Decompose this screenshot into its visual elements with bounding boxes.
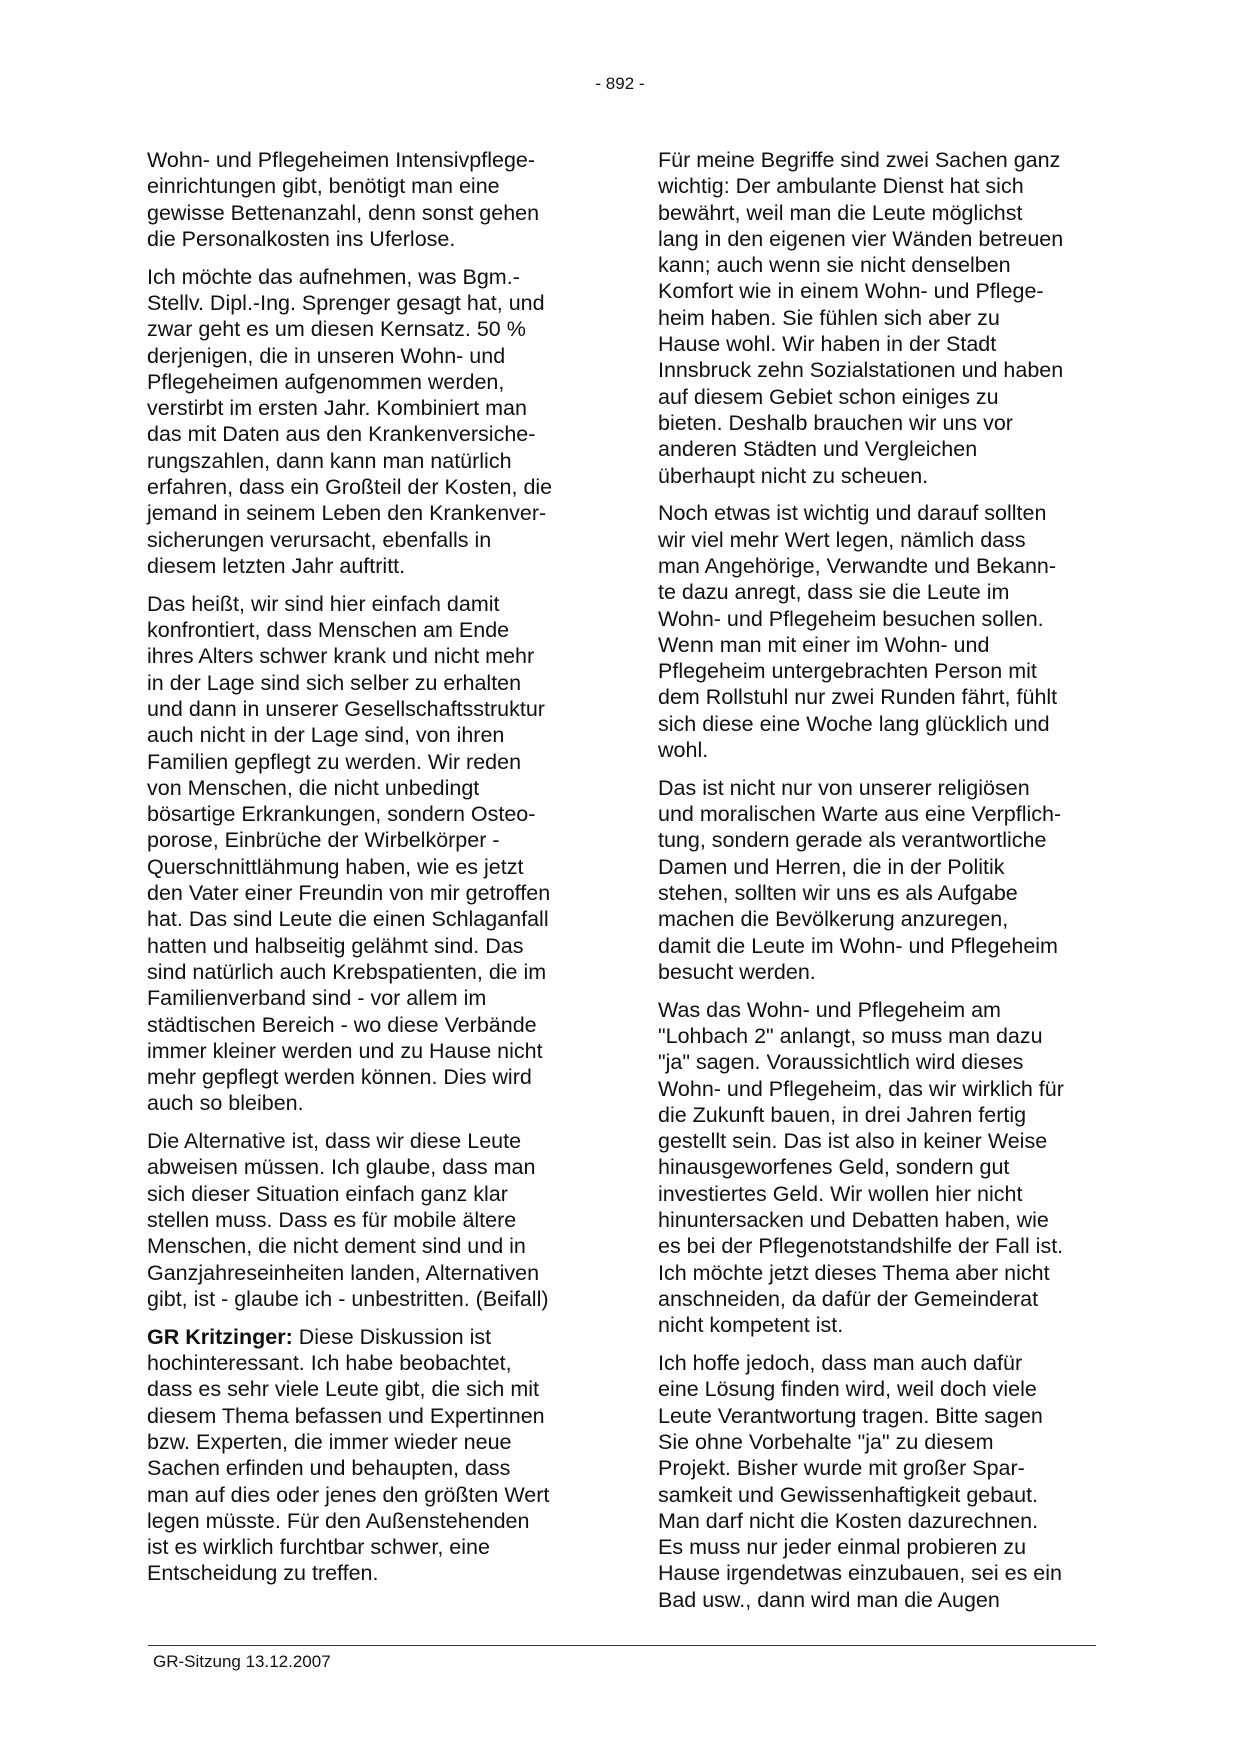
text-line: wichtig: Der ambulante Dienst hat sich <box>658 174 1024 199</box>
paragraph <box>658 775 1108 985</box>
paragraph <box>658 997 1108 1339</box>
text-line: eine Lösung finden wird, weil doch viele <box>658 1377 1037 1402</box>
paragraph <box>147 1324 595 1587</box>
text-line: Innsbruck zehn Sozialstationen und haben <box>658 358 1064 383</box>
text-line: "Lohbach 2" anlangt, so muss man dazu <box>658 1024 1043 1048</box>
paragraph <box>147 264 595 580</box>
text-line: stehen, sollten wir uns es als Aufgabe <box>658 881 1018 906</box>
text-line: verstirbt im ersten Jahr. Kombiniert man <box>147 396 527 421</box>
text-line: hinausgeworfenes Geld, sondern gut <box>658 1155 1010 1180</box>
paragraph <box>658 500 1108 763</box>
paragraph <box>658 147 1108 489</box>
text-line: die Personalkosten ins Uferlose. <box>147 226 456 251</box>
text-line: Bad usw., dann wird man die Augen <box>658 1587 1000 1612</box>
text-line: zwar geht es um diesen Kernsatz. 50 % <box>147 317 526 342</box>
text-line: Ich möchte das aufnehmen, was Bgm.- <box>147 264 520 289</box>
text-line: Hause irgendetwas einzubauen, sei es ein <box>658 1561 1062 1586</box>
text-line: machen die Bevölkerung anzuregen, <box>658 907 1009 932</box>
text-line: Was das Wohn- und Pflegeheim am <box>658 997 1001 1022</box>
text-line: auch nicht in der Lage sind, von ihren <box>147 723 505 748</box>
text-line: bösartige Erkrankungen, sondern Osteo- <box>147 802 536 827</box>
footer-session-date: GR-Sitzung 13.12.2007 <box>153 1652 331 1671</box>
text-line: Pflegeheim untergebrachten Person mit <box>658 659 1037 684</box>
page-number: - 892 - <box>595 74 645 93</box>
text-line: besucht werden. <box>658 959 816 984</box>
text-line: gibt, ist - glaube ich - unbestritten. (Beifall) <box>147 1286 549 1311</box>
text-line: konfrontiert, dass Menschen am Ende <box>147 618 510 643</box>
paragraph <box>147 591 595 1117</box>
text-line: und moralischen Warte aus eine Verpflich- <box>658 802 1062 827</box>
text-line: Man darf nicht die Kosten dazurechnen. <box>658 1508 1039 1533</box>
text-line <box>147 1324 595 1350</box>
text-line: hochinteressant. Ich habe beobachtet, <box>147 1351 512 1376</box>
text-line: legen müsste. Für den Außenstehenden <box>147 1508 530 1533</box>
text-line: hinuntersacken und Debatten haben, wie <box>658 1208 1049 1233</box>
text-line: Stellv. Dipl.-Ing. Sprenger gesagt hat, und <box>147 290 545 315</box>
paragraph <box>658 1350 1108 1613</box>
text-line: bieten. Deshalb brauchen wir uns vor <box>658 410 1013 435</box>
text-line: sicherungen verursacht, ebenfalls in <box>147 527 492 552</box>
text-line: Ich möchte jetzt dieses Thema aber nicht <box>658 1260 1050 1285</box>
text-line: bewährt, weil man die Leute möglichst <box>658 200 1023 225</box>
text-line: man auf dies oder jenes den größten Wert <box>147 1482 550 1507</box>
text-line: Familien gepflegt zu werden. Wir reden <box>147 749 522 774</box>
text-line: kann; auch wenn sie nicht denselben <box>658 253 1011 278</box>
text-line: Sie ohne Vorbehalte "ja" zu diesem <box>658 1429 994 1454</box>
text-line: Für meine Begriffe sind zwei Sachen ganz <box>658 148 1061 172</box>
text-line: sich dieser Situation einfach ganz klar <box>147 1181 508 1206</box>
paragraph <box>147 147 595 252</box>
text-line: Es muss nur jeder einmal probieren zu <box>658 1535 1027 1560</box>
text-line: Wohn- und Pflegeheimen Intensivpflege- <box>147 148 536 172</box>
text-line: mehr gepflegt werden können. Dies wird <box>147 1065 532 1090</box>
text-line: einrichtungen gibt, benötigt man eine <box>147 174 500 199</box>
text-line: tung, sondern gerade als verantwortliche <box>658 828 1047 853</box>
text-line: wir viel mehr Wert legen, nämlich dass <box>658 527 1026 552</box>
text-line: dass es sehr viele Leute gibt, die sich mit <box>147 1377 539 1402</box>
text-line: sind natürlich auch Krebspatienten, die im <box>147 959 547 984</box>
text-line: gewisse Bettenanzahl, denn sonst gehen <box>147 200 540 225</box>
text-line: Wenn man mit einer im Wohn- und <box>658 632 990 657</box>
text-line: überhaupt nicht zu scheuen. <box>658 463 929 488</box>
text-line: Projekt. Bisher wurde mit großer Spar- <box>658 1456 1025 1481</box>
text-line: diesem Thema befassen und Expertinnen <box>147 1403 545 1428</box>
text-line: in der Lage sind sich selber zu erhalten <box>147 670 522 695</box>
text-line: anschneiden, da dafür der Gemeinderat <box>658 1286 1039 1311</box>
text-line: Das heißt, wir sind hier einfach damit <box>147 591 500 616</box>
text-line: Hause wohl. Wir haben in der Stadt <box>658 332 997 357</box>
text-line: auch so bleiben. <box>147 1091 304 1116</box>
text-line: von Menschen, die nicht unbedingt <box>147 775 480 800</box>
text-line: "ja" sagen. Voraussichtlich wird dieses <box>658 1050 1024 1075</box>
text-line: Wohn- und Pflegeheim, das wir wirklich für <box>658 1076 1064 1101</box>
speaker-text: Diese Diskussion ist <box>292 1324 492 1349</box>
paragraph <box>147 1128 595 1312</box>
text-line: den Vater einer Freundin von mir getroffen <box>147 881 551 906</box>
text-line: samkeit und Gewissenhaftigkeit gebaut. <box>658 1482 1039 1507</box>
text-line: wohl. <box>658 738 709 763</box>
text-line: Wohn- und Pflegeheim besuchen sollen. <box>658 606 1044 631</box>
text-line: Menschen, die nicht dement sind und in <box>147 1234 526 1259</box>
text-line: Familienverband sind - vor allem im <box>147 986 487 1011</box>
text-line: das mit Daten aus den Krankenversiche- <box>147 422 536 447</box>
text-line: Querschnittlähmung haben, wie es jetzt <box>147 854 524 879</box>
text-line: nicht kompetent ist. <box>658 1313 844 1338</box>
footer-divider <box>148 1645 1096 1646</box>
text-line: Das ist nicht nur von unserer religiösen <box>658 775 1030 800</box>
text-line: ihres Alters schwer krank und nicht mehr <box>147 644 535 669</box>
text-line: rungszahlen, dann kann man natürlich <box>147 448 512 473</box>
text-line: Ganzjahreseinheiten landen, Alternativen <box>147 1260 540 1285</box>
text-line: heim haben. Sie fühlen sich aber zu <box>658 305 1000 330</box>
text-line: jemand in seinem Leben den Krankenver- <box>147 501 547 526</box>
text-line: es bei der Pflegenotstandshilfe der Fall ist. <box>658 1234 1064 1259</box>
text-line: lang in den eigenen vier Wänden betreuen <box>658 226 1064 251</box>
text-line: abweisen müssen. Ich glaube, dass man <box>147 1155 536 1180</box>
text-line: Pflegeheimen aufgenommen werden, <box>147 369 505 394</box>
text-line: städtischen Bereich - wo diese Verbände <box>147 1012 537 1037</box>
text-line: ist es wirklich furchtbar schwer, eine <box>147 1535 490 1560</box>
text-line: gestellt sein. Das ist also in keiner Weise <box>658 1129 1048 1154</box>
text-line: Leute Verantwortung tragen. Bitte sagen <box>658 1403 1043 1428</box>
text-line: und dann in unserer Gesellschaftsstruktur <box>147 696 545 721</box>
text-line: te dazu anregt, dass sie die Leute im <box>658 580 1010 605</box>
text-line: stellen muss. Dass es für mobile ältere <box>147 1208 517 1233</box>
text-line: diesem letzten Jahr auftritt. <box>147 553 406 578</box>
text-line: Noch etwas ist wichtig und darauf sollten <box>658 501 1047 526</box>
text-line: dem Rollstuhl nur zwei Runden fährt, fühlt <box>658 685 1058 710</box>
text-line: die Zukunft bauen, in drei Jahren fertig <box>658 1102 1027 1127</box>
text-line: sich diese eine Woche lang glücklich und <box>658 711 1050 736</box>
text-line: bzw. Experten, die immer wieder neue <box>147 1429 512 1454</box>
text-line: damit die Leute im Wohn- und Pflegeheim <box>658 933 1058 958</box>
text-line: derjenigen, die in unseren Wohn- und <box>147 343 506 368</box>
right-column <box>658 147 1108 1625</box>
text-line: auf diesem Gebiet schon einiges zu <box>658 384 999 409</box>
text-line: hat. Das sind Leute die einen Schlaganfall <box>147 907 549 932</box>
text-line: Damen und Herren, die in der Politik <box>658 854 1005 879</box>
text-line: Ich hoffe jedoch, dass man auch dafür <box>658 1351 1023 1376</box>
text-line: Komfort wie in einem Wohn- und Pflege- <box>658 279 1044 304</box>
left-column <box>147 147 595 1598</box>
text-line: Sachen erfinden und behaupten, dass <box>147 1456 511 1481</box>
text-line: hatten und halbseitig gelähmt sind. Das <box>147 933 524 958</box>
text-line: porose, Einbrüche der Wirbelkörper - <box>147 828 500 853</box>
text-line: Die Alternative ist, dass wir diese Leute <box>147 1129 522 1154</box>
text-line: immer kleiner werden und zu Hause nicht <box>147 1038 543 1063</box>
text-line: Entscheidung zu treffen. <box>147 1561 379 1586</box>
speaker-name: GR Kritzinger: <box>147 1324 293 1349</box>
text-line: man Angehörige, Verwandte und Bekann- <box>658 553 1057 578</box>
text-line: investiertes Geld. Wir wollen hier nicht <box>658 1181 1023 1206</box>
text-line: erfahren, dass ein Großteil der Kosten, die <box>147 475 553 500</box>
text-line: anderen Städten und Vergleichen <box>658 437 978 462</box>
